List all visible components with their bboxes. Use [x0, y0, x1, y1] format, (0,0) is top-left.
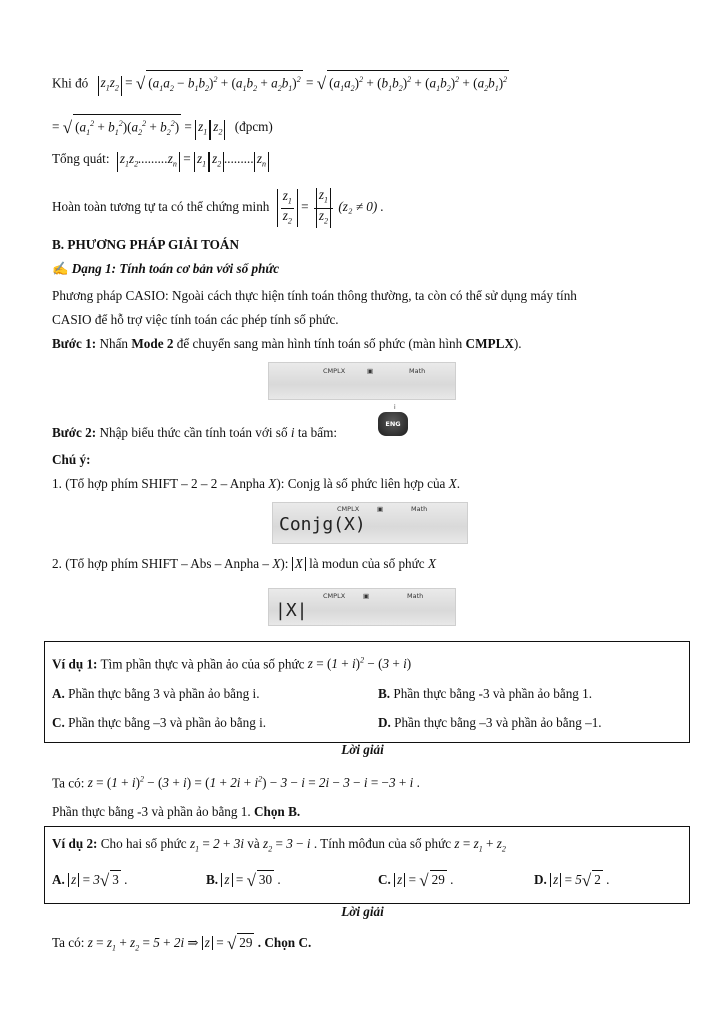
calc-screen-abs: CMPLX ▣ Math |X| [268, 588, 456, 626]
tong-quat-text: Tổng quát: [52, 151, 110, 166]
indicator-box-icon: ▣ [377, 505, 384, 513]
option-a: A. z = 3√ 3 . [52, 871, 128, 890]
example-2-question: Ví dụ 2: Cho hai số phức $z_1 = 2 + 3i$ và $z_2 = 3 - i$ . Tính môđun của số phức $z = z_1 + z_2$ [52, 836, 506, 854]
casio-line-2: CASIO để hỗ trợ việc tính toán các phép tính số phức. [52, 312, 339, 327]
general-line: Tổng quát: $z_1z_2.........z_n = z_1$ $z_2$ ......... $z_n$ [52, 150, 673, 172]
solution-1-heading: Lời giải [341, 742, 384, 757]
example-1-question: Ví dụ 1: Tìm phần thực và phần ảo của số phức $z = (1 + i)^2 - (3 + i)$ [52, 656, 412, 672]
calc-screen-cmplx: CMPLX ▣ Math [268, 362, 456, 400]
dang-line [52, 260, 673, 278]
option-d: D. Phần thực bằng –3 và phần ảo bằng –1. [378, 715, 602, 730]
proof-line-1: Khi đó $z_1z_2$ = √ $(a_1a_2 - b_1b_2)^2 + (a_1b_2 + a_2b_1)^2$ = √ $(a_1a_2)^2 + (b_1b_2)^2 + (a_1b_2)^2 + (a_2b_1)^2$ [52, 70, 673, 98]
dang-title: Dạng 1: Tính toán cơ bản với số phức [71, 261, 280, 276]
quotient-line: Hoàn toàn tương tự ta có thể chứng minh $\frac{z_1}{z_2}$ = $\frac{z_1}{z_2}$ (z₂ ≠ 0) . [52, 188, 673, 228]
eng-key: ENG [378, 412, 408, 436]
proof-line-2: = √ $(a_1^2 + b_1^2)(a_2^2 + b_2^2) = z_1$ $z_2$ (đpcm) [52, 114, 673, 142]
khi-do-text: Khi đó [52, 75, 89, 91]
step1-label: Bước 1: [52, 336, 97, 351]
abs-display: |X| [275, 600, 308, 621]
section-heading: B. PHƯƠNG PHÁP GIẢI TOÁN [52, 237, 239, 252]
note-1: 1. (Tổ hợp phím SHIFT – 2 – 2 – Anpha X): Conjg là số phức liên hợp của X. [52, 476, 461, 491]
option-c: C. z = √ 29 . [378, 871, 454, 890]
mode-key-text: Mode 2 [131, 336, 174, 351]
calc-screen-conjg: CMPLX ▣ Math Conjg(X) [272, 502, 468, 544]
condition-text: (z₂ ≠ 0) . [338, 199, 384, 215]
note-label: Chú ý: [52, 452, 91, 467]
step2-label: Bước 2: [52, 425, 97, 440]
option-b: B. Phần thực bằng -3 và phần ảo bằng 1. [378, 686, 593, 701]
step2-line: Bước 2: Nhập biểu thức cần tính toán với số i ta bấm: [52, 425, 337, 440]
option-a: A. Phần thực bằng 3 và phần ảo bằng i. [52, 686, 260, 701]
option-d: D. z = 5√ 2 . [534, 871, 610, 890]
solution-1-line: Ta có: $z = (1 + i)^2 - (3 + i) = (1 + 2i + i^2) - 3 - i = 2i - 3 - i = -3 + i$ . [52, 775, 420, 791]
eng-key-top-label: i [394, 404, 396, 411]
conjg-display: Conjg(X) [279, 514, 366, 535]
indicator-box-icon: ▣ [363, 592, 370, 600]
solution-2-line: Ta có: $z = z_1 + z_2 = 5 + 2i$ ⇒ z = √ 29 . Chọn C. [52, 934, 312, 953]
option-c: C. Phần thực bằng –3 và phần ảo bằng i. [52, 715, 267, 730]
solution-2-heading: Lời giải [341, 904, 384, 919]
step1-line: Bước 1: Nhấn Mode 2 để chuyển sang màn hình tính toán số phức (màn hình CMPLX). [52, 336, 522, 351]
dpcm-text: (đpcm) [234, 119, 273, 135]
solution-1-conclusion: Phần thực bằng -3 và phần ảo bằng 1. Chọn B. [52, 804, 301, 819]
note-2: 2. (Tổ hợp phím SHIFT – Abs – Anpha – X): X là modun của số phức X [52, 556, 437, 571]
hoan-toan-text: Hoàn toàn tương tự ta có thể chứng minh [52, 199, 270, 215]
pencil-icon: ✍ [52, 261, 69, 276]
option-b: B. z = √ 30 . [206, 871, 281, 890]
casio-line-1: Phương pháp CASIO: Ngoài cách thực hiện tính toán thông thường, ta còn có thể sử dụng máy tính [52, 288, 577, 303]
indicator-box-icon: ▣ [367, 367, 374, 375]
